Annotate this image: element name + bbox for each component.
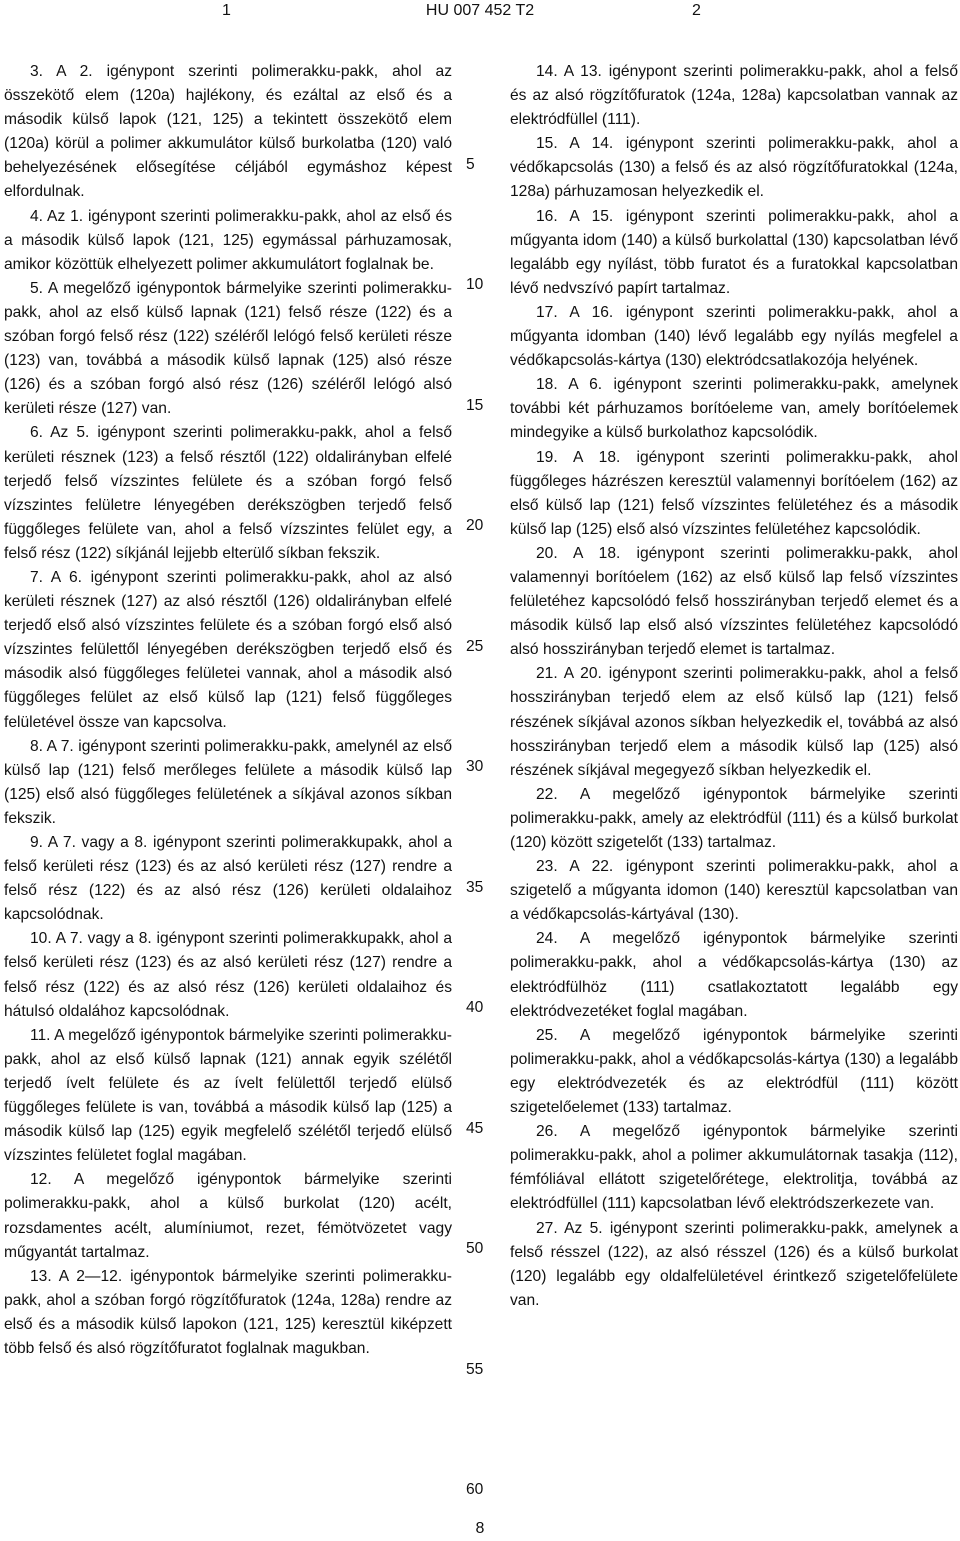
claim-6: 6. Az 5. igénypont szerinti polimerakku-pakk, ahol a felső kerületi résznek (123) a felső résztől (122) oldalirányban elfelé terjedő felső vízszintes felülete és a szóban forgó felső vízszintes felületre lényegében derékszögben terjedő felső függőleges felülete van, ahol a felső vízszintes felület egy, a felső rész (122) síkjánál lejjebb elterülő síkban fekszik. <box>4 424 452 562</box>
line-number: 55 <box>466 1361 484 1378</box>
line-number: 15 <box>466 397 484 414</box>
claim-26: 26. A megelőző igénypontok bármelyike szerinti polimerakku-pakk, ahol a polimer akkumulátornak tasakja (112), fémfóliával ellátott szigetelőrétege, elektrolitja, továbbá az elektródfüllel (111) kapcsolatban lévő elektródszerkezete van. <box>510 1123 958 1213</box>
left-column <box>4 60 452 1361</box>
claim-9: 9. A 7. vagy a 8. igénypont szerinti polimerakkupakk, ahol a felső kerületi rész (123) és az alsó kerületi rész (127) rendre a felső rész (122) és az alsó rész (126) kerületi oldalaihoz kapcsolódnak. <box>4 834 452 924</box>
line-number: 25 <box>466 638 484 655</box>
line-number: 45 <box>466 1120 484 1137</box>
claim-25: 25. A megelőző igénypontok bármelyike szerinti polimerakku-pakk, ahol a védőkapcsolás-kártya (130) a legalább egy elektródvezeték és az elektródfül (111) között szigetelőelemet (133) tartalmaz. <box>510 1026 958 1117</box>
line-number: 10 <box>466 276 484 293</box>
claim-19: 19. A 18. igénypont szerinti polimerakku-pakk, ahol függőleges házrészen keresztül valamennyi borítóelem (162) az első külső lap (121) felső vízszintes felületéhez és a második külső lap (125) első alsó vízszintes felületéhez kapcsolódik. <box>510 448 958 538</box>
claim-23: 23. A 22. igénypont szerinti polimerakku-pakk, ahol a szigetelő a műgyanta idomon (140) keresztül kapcsolatban van a védőkapcsolás-kártyával (130). <box>510 858 958 924</box>
claim-13: 13. A 2—12. igénypontok bármelyike szerinti polimerakku-pakk, ahol a szóban forgó rögzítőfuratok (124a, 128a) rendre az első és a második külső lapokon (121, 125) keresztül kiképzett több felső és alsó rögzítőfuratot foglalnak magukban. <box>4 1267 452 1357</box>
line-number: 30 <box>466 758 484 775</box>
line-number: 60 <box>466 1481 484 1498</box>
claim-20: 20. A 18. igénypont szerinti polimerakku-pakk, ahol valamennyi borítóelem (162) az első külső lap felső vízszintes felületéhez kapcsolódó felső hosszirányban terjedő elemet és a második külső lap első alsó vízszintes felületéhez kapcsolódó alsó hosszirányban terjedő elemet is tartalmaz. <box>510 544 958 659</box>
patent-number: HU 007 452 T2 <box>425 2 535 19</box>
line-number: 35 <box>466 879 484 896</box>
right-page-number: 2 <box>692 2 701 19</box>
claim-8: 8. A 7. igénypont szerinti polimerakku-pakk, amelynél az első külső lap (121) felső merőleges felülete a második külső lap (125) első alsó függőleges felületének a síkjával azonos síkban fekszik. <box>4 737 452 827</box>
claim-15: 15. A 14. igénypont szerinti polimerakku-pakk, ahol a védőkapcsolás (130) a felső és az alsó rögzítőfuratokkal (124a, 128a) párhuzamosan helyezkedik el. <box>510 135 958 201</box>
claim-24: 24. A megelőző igénypontok bármelyike szerinti polimerakku-pakk, ahol a védőkapcsolás-kártya (130) az elektródfülhöz (111) csatlakoztatott legalább egy elektródvezetéket foglal magában. <box>510 930 958 1020</box>
claim-3: 3. A 2. igénypont szerinti polimerakku-pakk, ahol az összekötő elem (120a) hajlékony, és ezáltal az első és a második külső lapok (121, 125) a tekintett összekötő elem (120a) körül a polimer akkumulátor külső burkolatba (120) való behelyezésének elősegítése céljából egymáshoz képest elfordulnak. <box>4 63 452 201</box>
line-number: 50 <box>466 1240 484 1257</box>
claim-14: 14. A 13. igénypont szerinti polimerakku-pakk, ahol a felső és az alsó rögzítőfuratok (124a, 128a) kapcsolatban vannak az elektródfüllel (111). <box>510 63 958 129</box>
right-column <box>510 60 958 1313</box>
claim-10: 10. A 7. vagy a 8. igénypont szerinti polimerakkupakk, ahol a felső kerületi rész (123) és az alsó kerületi rész (127) rendre a felső rész (122) és az alsó rész (126) kerületi oldalaihoz és hátulsó oldalához kapcsolódnak. <box>4 930 452 1020</box>
page-header <box>0 0 960 30</box>
claim-17: 17. A 16. igénypont szerinti polimerakku-pakk, ahol a műgyanta idomban (140) lévő legalább egy nyílás megfelel a védőkapcsolás-kártya (130) elektródcsatlakozója helyének. <box>510 303 958 370</box>
line-number: 5 <box>466 156 475 173</box>
claim-7: 7. A 6. igénypont szerinti polimerakku-pakk, ahol az alsó kerületi résznek (127) az alsó résztől (126) oldalirányban elfelé terjedő első alsó vízszintes felülete és a szóban forgó első alsó vízszintes felülettől lényegében derékszögben terjedő első és második alsó függőleges felületei vannak, ahol a második alsó függőleges felület az első külső lap (121) felső függőleges felületével össze van kapcsolva. <box>4 568 452 731</box>
claim-12: 12. A megelőző igénypontok bármelyike szerinti polimerakku-pakk, ahol a külső burkolat (120) acélt, rozsdamentes acélt, alumíniumot, rezet, fémötvözetet vagy műgyantát tartalmaz. <box>4 1171 452 1261</box>
claim-11: 11. A megelőző igénypontok bármelyike szerinti polimerakku-pakk, ahol az első külső lapnak (121) annak egyik szélétől terjedő ívelt felülete és az ívelt felülettől terjedő elülső függőleges felülete is van, továbbá a második külső lap (125) a második külső lap (125) egyik megfelelő szélétől terjedő elülső vízszintes felületet foglal magában. <box>4 1026 452 1165</box>
claim-27: 27. Az 5. igénypont szerinti polimerakku-pakk, amelynek a felső résszel (122), az alsó résszel (126) és a külső burkolat (120) legalább egy oldalfelületével érintkező szigetelőfelülete van. <box>510 1219 958 1309</box>
line-number: 20 <box>466 517 484 534</box>
claim-21: 21. A 20. igénypont szerinti polimerakku-pakk, ahol a felső hosszirányban terjedő elem az első külső lap (121) felső részének síkjával azonos síkban helyezkedik el, továbbá az alsó hosszirányban terjedő elem a második külső lap (125) alsó részének síkjával megegyező síkban helyezkedik el. <box>510 665 958 779</box>
line-number: 40 <box>466 999 484 1016</box>
left-page-number: 1 <box>222 2 231 19</box>
footer-page-number: 8 <box>475 1520 485 1537</box>
claim-22: 22. A megelőző igénypontok bármelyike szerinti polimerakku-pakk, amely az elektródfül (111) és a külső burkolat (120) között szigetelőt (133) tartalmaz. <box>510 785 958 851</box>
claim-18: 18. A 6. igénypont szerinti polimerakku-pakk, amelynek további két párhuzamos borítóeleme van, amely borítóelemek mindegyike a külső burkolathoz kapcsolódik. <box>510 376 958 442</box>
claim-4: 4. Az 1. igénypont szerinti polimerakku-pakk, ahol az első és a második külső lapok (121, 125) egymással párhuzamosak, amikor közöttük elhelyezett polimer akkumulátort foglalnak be. <box>4 207 452 273</box>
claim-5: 5. A megelőző igénypontok bármelyike szerinti polimerakku-pakk, ahol az első külső lapnak (121) felső része (122) és a szóban forgó felső rész (122) széléről lelógó felső kerületi része (123) van, továbbá a második külső lapnak (125) alsó része (126) és a szóban forgó alsó rész (126) széléről lelógó alsó kerületi része (127) van. <box>4 279 452 418</box>
page-footer <box>0 1520 960 1538</box>
claim-16: 16. A 15. igénypont szerinti polimerakku-pakk, ahol a műgyanta idom (140) a külső burkolattal (130) kapcsolatban lévő legalább egy nyílást, több furatot és a furatokkal kapcsolatban lévő nedvszívó papírt tartalmaz. <box>510 207 958 297</box>
